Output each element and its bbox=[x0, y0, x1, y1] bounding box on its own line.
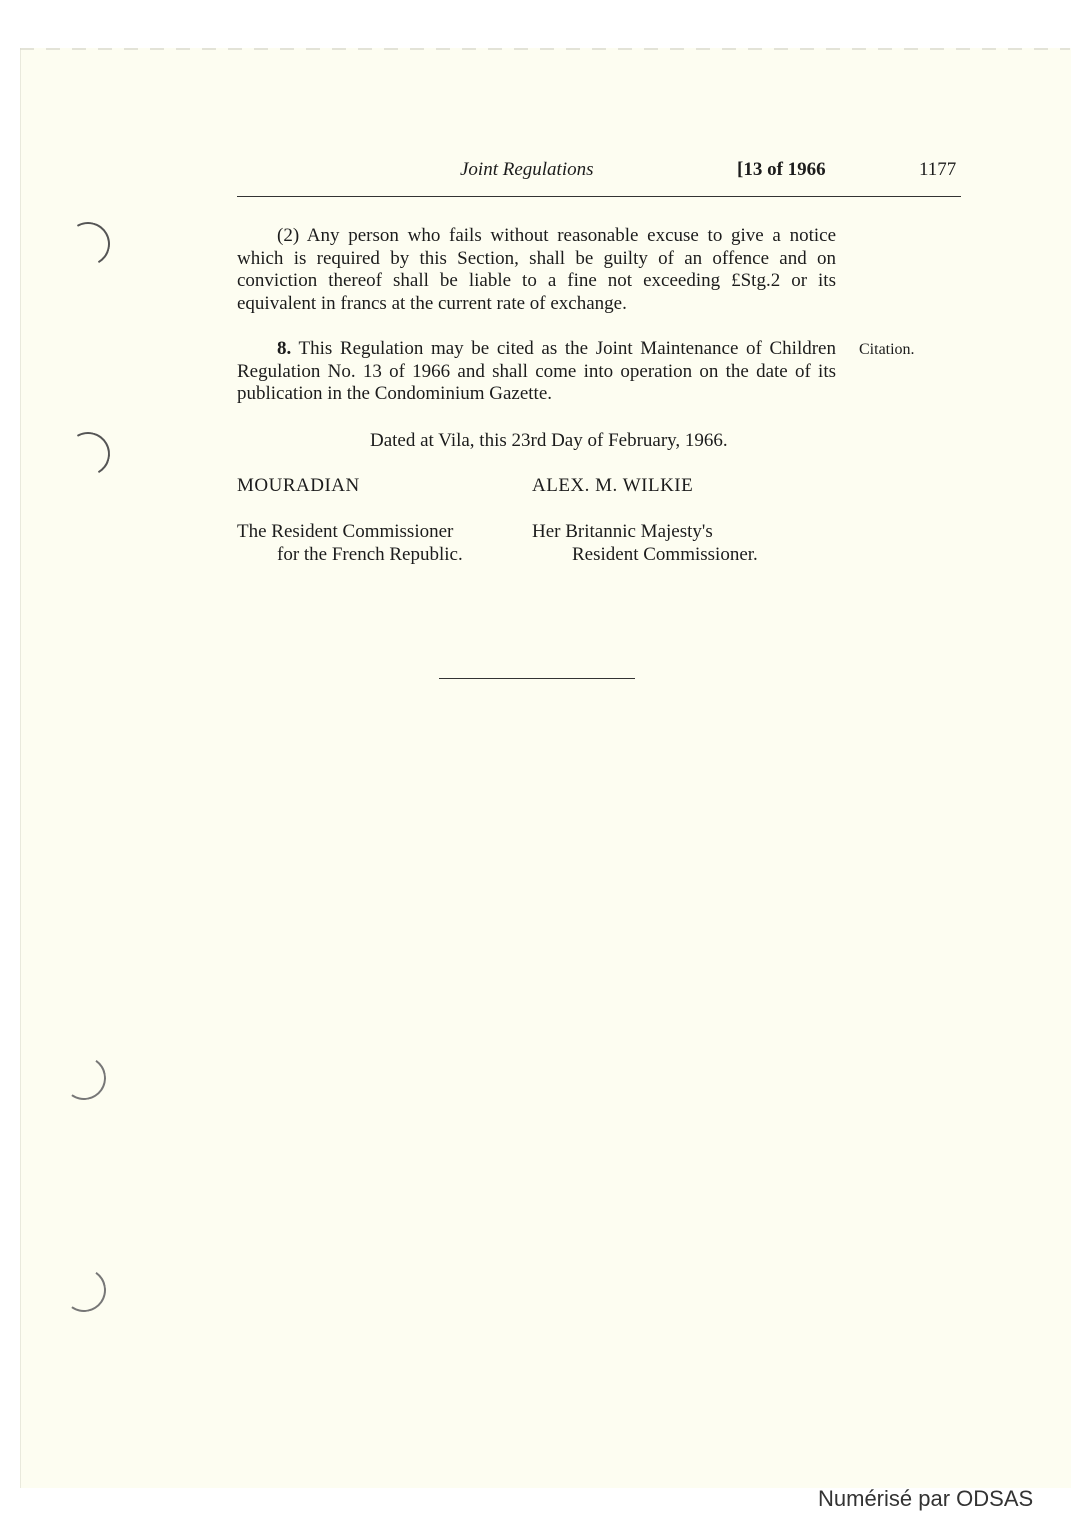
paragraph-section-8 bbox=[237, 338, 836, 406]
page-top-edge bbox=[20, 48, 1070, 50]
left-title-line-1: The Resident Commissioner bbox=[237, 521, 454, 542]
signatory-left-name: MOURADIAN bbox=[237, 475, 360, 496]
margin-note-citation: Citation. bbox=[859, 341, 915, 358]
section-number: 8. bbox=[277, 338, 292, 359]
signatory-right-title bbox=[532, 520, 758, 566]
header-rule bbox=[237, 196, 961, 197]
right-title-line-2: Resident Commissioner. bbox=[572, 544, 758, 565]
paragraph-subsection-2-text: (2) Any person who fails without reasonable excuse to give a notice which is required by this Section, shall be guilty of an offence and on conviction thereof shall be liable to a fine not exceeding £Stg.2 or its equivalent in francs at the current rate of exchange. bbox=[237, 225, 836, 314]
right-title-line-1: Her Britannic Majesty's bbox=[532, 521, 713, 542]
left-title-line-2: for the French Republic. bbox=[277, 544, 463, 565]
page-number: 1177 bbox=[919, 159, 957, 180]
running-header-reference: [13 of 1966 bbox=[737, 159, 826, 180]
dated-line: Dated at Vila, this 23rd Day of February, 1966. bbox=[370, 430, 728, 451]
paragraph-subsection-2 bbox=[237, 225, 836, 315]
scan-credit: Numérisé par ODSAS bbox=[818, 1486, 1034, 1511]
running-header-title: Joint Regulations bbox=[460, 159, 594, 180]
signatory-left-title bbox=[237, 520, 463, 566]
section-8-text: This Regulation may be cited as the Joint Maintenance of Children Regulation No. 13 of 1966 and shall come into operation on the date of its publication in the Condominium Gazette. bbox=[237, 338, 836, 404]
end-rule bbox=[439, 678, 635, 679]
signatory-right-name: ALEX. M. WILKIE bbox=[532, 475, 694, 496]
